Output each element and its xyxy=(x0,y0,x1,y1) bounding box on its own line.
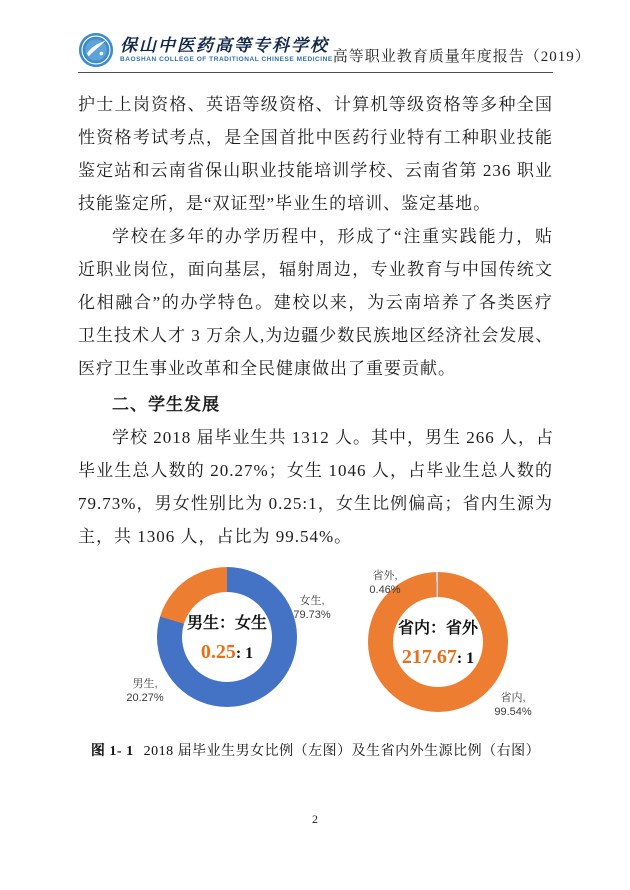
gender-ratio-title: 男生：女生 xyxy=(186,615,267,632)
college-name-zh: 保山中医药高等专科学校 xyxy=(120,35,329,55)
college-logo-icon xyxy=(78,32,114,68)
ratio-number: 0.25 xyxy=(200,641,236,663)
body-line: 技能鉴定所，是“双证型”毕业生的培训、鉴定基地。 xyxy=(78,194,492,213)
document-body xyxy=(78,88,553,553)
male-slice-label xyxy=(114,677,176,705)
slice-pct: 99.54% xyxy=(494,706,532,718)
figure-caption-text: 2018 届毕业生男女比例（左图）及生省内外生源比例（右图） xyxy=(143,744,541,759)
in-province-slice-label xyxy=(482,691,544,719)
body-line: 护士上岗资格、英语等级资格、计算机等级资格等多种全国 xyxy=(78,95,553,114)
body-line: 学校 2018 届毕业生共 1312 人。其中，男生 266 人，占 xyxy=(112,428,554,447)
ratio-number: 217.67 xyxy=(401,646,457,668)
out-of-province-slice-label xyxy=(354,569,416,597)
page-number: 2 xyxy=(312,812,318,826)
ratio-suffix: : 1 xyxy=(235,645,254,662)
college-brand xyxy=(78,32,333,68)
ratio-suffix: : 1 xyxy=(456,650,475,667)
slice-name: 女生, xyxy=(299,595,325,607)
body-line: 79.73%，男女性别比为 0.25:1，女生比例偏高；省内生源为 xyxy=(78,494,553,513)
slice-name: 省外, xyxy=(372,570,398,582)
body-line: 学校在多年的办学历程中，形成了“注重实践能力，贴 xyxy=(112,227,553,246)
gender-ratio-center-label xyxy=(162,610,292,664)
body-line: 主，共 1306 人，占比为 99.54%。 xyxy=(78,527,353,546)
slice-pct: 20.27% xyxy=(126,692,164,704)
section-heading: 二、学生发展 xyxy=(112,395,220,414)
gender-ratio-donut-chart xyxy=(157,567,297,707)
slice-pct: 0.46% xyxy=(369,584,401,596)
figure-caption-number: 图 1- 1 xyxy=(90,744,134,759)
origin-ratio-value xyxy=(373,646,503,669)
page-header xyxy=(78,30,591,73)
body-line: 医疗卫生事业改革和全民健康做出了重要贡献。 xyxy=(78,359,456,378)
body-line: 性资格考试考点，是全国首批中医药行业特有工种职业技能 xyxy=(78,128,553,147)
body-line: 近职业岗位，面向基层，辐射周边，专业教育与中国传统文 xyxy=(78,260,553,279)
college-name-en: BAOSHAN COLLEGE OF TRADITIONAL CHINESE MEDICINE xyxy=(120,55,333,63)
figure-caption xyxy=(78,740,553,760)
body-line: 鉴定站和云南省保山职业技能培训学校、云南省第 236 职业 xyxy=(78,161,553,180)
female-slice-label xyxy=(281,594,343,622)
origin-ratio-center-label xyxy=(373,615,503,669)
body-line: 化相融合”的办学特色。建校以来，为云南培养了各类医疗 xyxy=(78,293,553,312)
origin-ratio-title: 省内：省外 xyxy=(397,620,478,637)
body-line: 毕业生总人数的 20.27%；女生 1046 人，占毕业生总人数的 xyxy=(78,461,553,480)
slice-name: 省内, xyxy=(500,692,526,704)
gender-ratio-value xyxy=(162,641,292,664)
figure-1-1 xyxy=(78,556,553,744)
body-line: 卫生技术人才 3 万余人,为边疆少数民族地区经济社会发展、 xyxy=(78,326,554,345)
slice-name: 男生, xyxy=(132,678,158,690)
slice-pct: 79.73% xyxy=(293,609,331,621)
report-title: 高等职业教育质量年度报告（2019） xyxy=(332,49,591,65)
college-name-block xyxy=(120,37,333,64)
